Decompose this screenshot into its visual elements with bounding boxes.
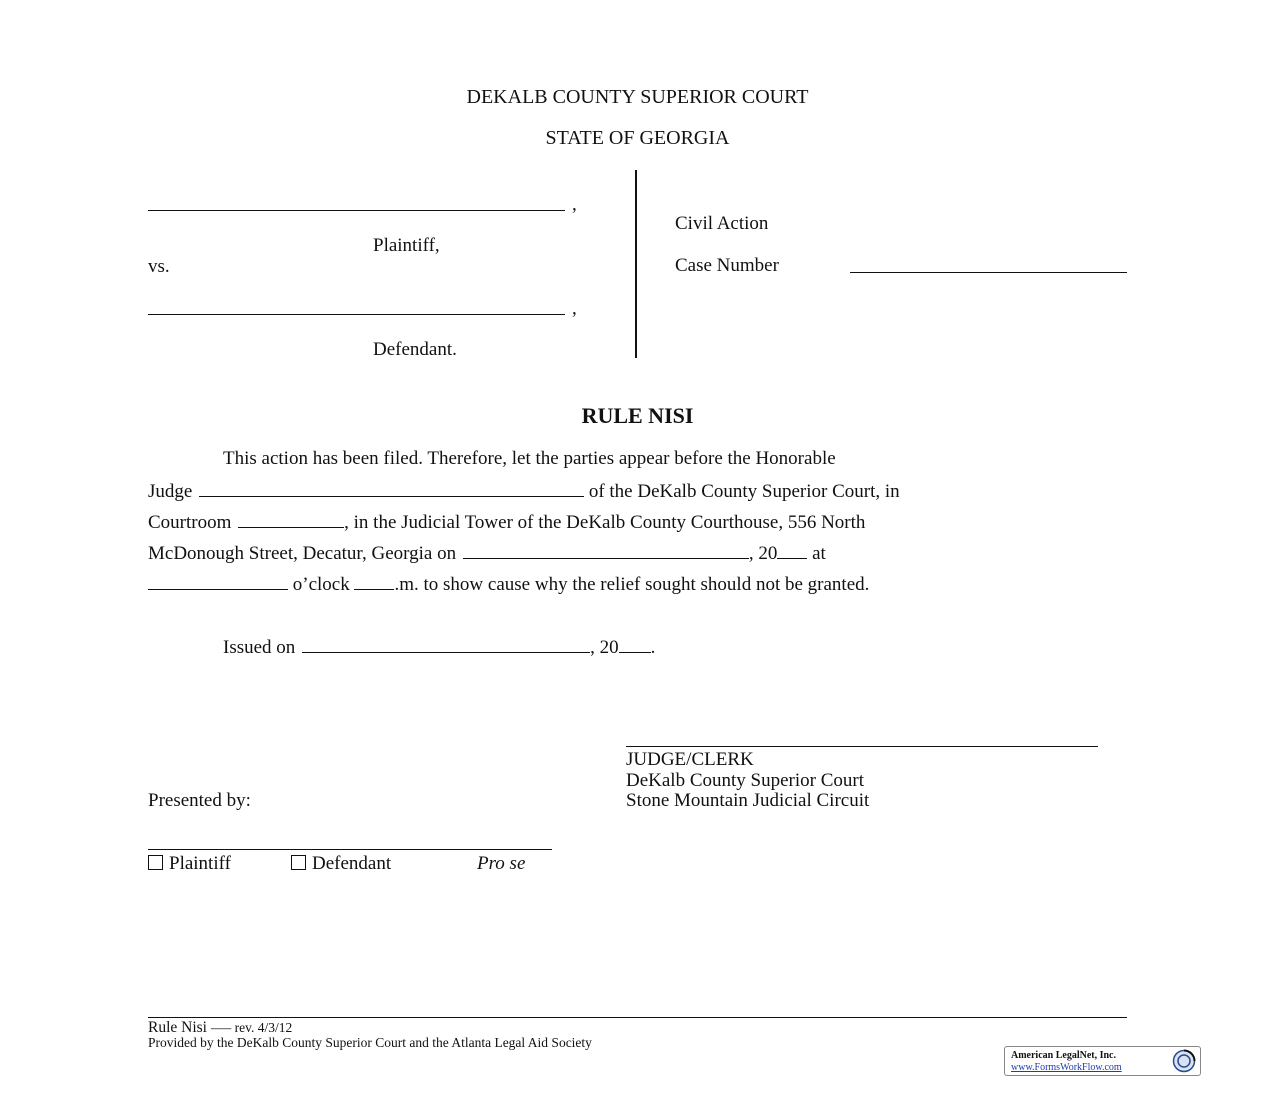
show-cause-text: .m. to show cause why the relief sought should not be granted. (394, 574, 870, 595)
defendant-name-line[interactable] (148, 314, 565, 315)
body-line-1: This action has been filed. Therefore, let the parties appear before the Honorable (223, 448, 836, 469)
logo-url-link[interactable]: www.FormsWorkFlow.com (1011, 1062, 1122, 1073)
plaintiff-name-line[interactable] (148, 210, 565, 211)
plaintiff-checkbox[interactable] (148, 855, 163, 870)
street-text: McDonough Street, Decatur, Georgia on (148, 543, 457, 564)
issued-year-prefix: , 20 (590, 637, 619, 658)
at-label: at (812, 543, 826, 564)
signature-court: DeKalb County Superior Court (626, 770, 865, 791)
courtroom-blank[interactable] (238, 510, 344, 528)
plaintiff-label: Plaintiff, (373, 235, 440, 256)
hearing-date-blank[interactable] (463, 541, 749, 559)
judge-label: Judge (148, 481, 193, 502)
caption-divider (635, 170, 637, 358)
pro-se-label: Pro se (477, 853, 526, 874)
issued-end: . (650, 637, 656, 658)
globe-icon (1171, 1049, 1197, 1073)
plaintiff-comma: , (572, 194, 577, 215)
issued-year-blank[interactable] (619, 635, 651, 653)
hearing-year-prefix: , 20 (748, 543, 778, 564)
judge-line-text: of the DeKalb County Superior Court, in (588, 481, 900, 502)
issued-line (223, 635, 655, 659)
legalnet-logo[interactable] (1004, 1046, 1201, 1076)
presenter-signature-line[interactable] (148, 849, 552, 850)
plaintiff-option-label: Plaintiff (169, 853, 231, 874)
judge-name-blank[interactable] (199, 479, 584, 497)
footer-provided-by: Provided by the DeKalb County Superior Court and the Atlanta Legal Aid Society (148, 1035, 592, 1050)
hour-blank[interactable] (148, 572, 288, 590)
defendant-comma: , (572, 298, 577, 319)
court-heading: DEKALB COUNTY SUPERIOR COURT (466, 86, 809, 108)
plaintiff-option[interactable] (148, 853, 231, 875)
footer-revision: —– rev. 4/3/12 (211, 1020, 293, 1035)
civil-action-label: Civil Action (675, 213, 769, 234)
footer-rule (148, 1017, 1127, 1018)
defendant-option-label: Defendant (312, 853, 392, 874)
defendant-checkbox[interactable] (291, 855, 306, 870)
defendant-label: Defendant. (373, 339, 457, 360)
vs-label: vs. (148, 256, 170, 277)
document-title: RULE NISI (581, 403, 694, 428)
am-pm-blank[interactable] (354, 572, 394, 590)
footer-form-name: Rule Nisi (148, 1019, 207, 1036)
hearing-year-blank[interactable] (777, 541, 807, 559)
case-number-line[interactable] (850, 272, 1127, 273)
logo-company: American LegalNet, Inc. (1011, 1050, 1116, 1061)
body-line-3 (148, 510, 865, 534)
body-line-4 (148, 541, 826, 565)
signature-role: JUDGE/CLERK (626, 749, 754, 770)
courtroom-line-text: , in the Judicial Tower of the DeKalb County Courthouse, 556 North (344, 512, 866, 533)
issued-date-blank[interactable] (302, 635, 590, 653)
case-number-label: Case Number (675, 255, 779, 276)
presented-by-label: Presented by: (148, 790, 251, 811)
body-line-2 (148, 479, 900, 503)
signature-circuit: Stone Mountain Judicial Circuit (626, 790, 870, 811)
body-line-5 (148, 572, 869, 596)
state-heading: STATE OF GEORGIA (545, 127, 730, 149)
courtroom-label: Courtroom (148, 512, 232, 533)
defendant-option[interactable] (291, 853, 391, 875)
oclock-label: o’clock (292, 574, 350, 595)
judge-signature-line[interactable] (626, 746, 1098, 747)
issued-label: Issued on (223, 637, 296, 658)
